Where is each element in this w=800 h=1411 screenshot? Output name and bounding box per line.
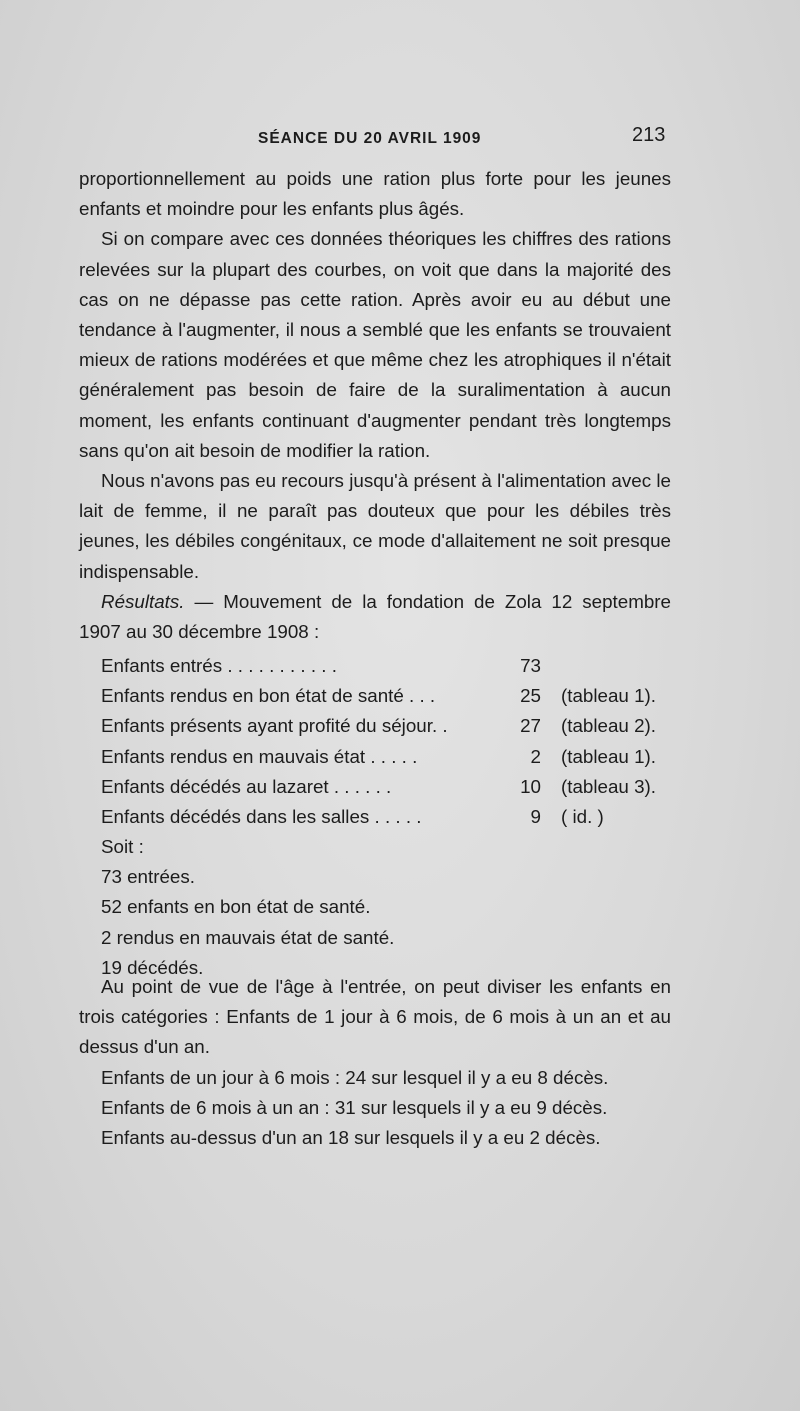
row-value: 73 bbox=[520, 655, 541, 676]
results-intro: — Mouvement de la fondation de Zola 12 septembre 1907 au 30 décembre 1908 : bbox=[79, 590, 671, 643]
summary-line: 52 enfants en bon état de santé. bbox=[101, 896, 371, 918]
row-dots: . . . bbox=[403, 685, 436, 707]
row-dots: . bbox=[437, 715, 448, 737]
page-number: 213 bbox=[632, 124, 666, 146]
row-value: 25 bbox=[520, 685, 541, 707]
row-ref: ( id. ) bbox=[561, 805, 604, 827]
row-dots: . . . . . bbox=[374, 805, 422, 827]
row-label: Enfants rendus en bon état de santé bbox=[101, 685, 404, 707]
row-dots: . . . . . bbox=[370, 745, 418, 767]
row-ref: (tableau 1). bbox=[561, 745, 657, 767]
summary-label: Soit : bbox=[101, 836, 144, 857]
row-label: Enfants présents ayant profité du séjour. bbox=[101, 715, 438, 737]
row-value: 2 bbox=[530, 745, 541, 767]
row-value: 10 bbox=[520, 775, 541, 797]
row-value: 27 bbox=[520, 715, 541, 737]
body-text-top bbox=[79, 164, 671, 647]
paragraph-resultats bbox=[79, 587, 671, 647]
summary-block bbox=[101, 832, 394, 983]
paragraph-rations: Si on compare avec ces données théoriques les chiffres des rations relevées sur la plupart des courbes, on voit que dans la majorité des cas on ne dépasse pas cette ration. Après avoir eu au début une tendance à l'augmenter, il nous a semblé que les enfants se trouvaient mieux de rations modérées et que même chez les atrophiques il n'était généralement pas besoin de faire de la suralimentation à aucun moment, les enfants continuant d'augmenter pendant très longtemps sans qu'on ait besoin de modifier la ration. bbox=[79, 228, 671, 461]
row-label: Enfants décédés dans les salles bbox=[101, 805, 370, 827]
row-label: Enfants entrés bbox=[101, 655, 223, 676]
row-dots: . . . . . . bbox=[328, 775, 392, 797]
row-ref: (tableau 3). bbox=[561, 775, 657, 797]
category-line: Enfants au-dessus d'un an 18 sur lesquels il y a eu 2 décès. bbox=[101, 1127, 601, 1149]
summary-line: 73 entrées. bbox=[101, 866, 195, 888]
page-header bbox=[0, 124, 800, 154]
row-label: Enfants décédés au lazaret bbox=[101, 775, 329, 797]
row-label: Enfants rendus en mauvais état bbox=[101, 745, 366, 767]
results-heading: Résultats. bbox=[101, 590, 185, 612]
category-line: Enfants de 6 mois à un an : 31 sur lesquels il y a eu 9 décès. bbox=[101, 1097, 608, 1119]
paragraph-continuation: proportionnellement au poids une ration plus forte pour les jeunes enfants et moindre pour les enfants plus âgés. bbox=[79, 168, 671, 220]
body-text-age bbox=[79, 972, 671, 1063]
category-line: Enfants de un jour à 6 mois : 24 sur lesquel il y a eu 8 décès. bbox=[101, 1067, 609, 1088]
row-ref: (tableau 2). bbox=[561, 715, 657, 737]
summary-line: 2 rendus en mauvais état de santé. bbox=[101, 926, 395, 948]
row-ref: (tableau 1). bbox=[561, 685, 657, 707]
paragraph-age: Au point de vue de l'âge à l'entrée, on peut diviser les enfants en trois catégories : Enfants de 1 jour à 6 mois, de 6 mois à un an et au dessus d'un an. bbox=[79, 976, 671, 1058]
age-categories bbox=[101, 1063, 608, 1154]
row-value: 9 bbox=[530, 805, 541, 827]
summary-line: 19 décédés. bbox=[101, 956, 204, 978]
paragraph-lait-de-femme: Nous n'avons pas eu recours jusqu'à présent à l'alimentation avec le lait de femme, il ne paraît pas douteux que pour les débiles très jeunes, les débiles congénitaux, ce mode d'allaitement ne soit presque indispensable. bbox=[79, 470, 671, 582]
running-head: SÉANCE DU 20 AVRIL 1909 bbox=[258, 130, 482, 147]
row-dots: . . . . . . . . . . . bbox=[222, 655, 337, 676]
